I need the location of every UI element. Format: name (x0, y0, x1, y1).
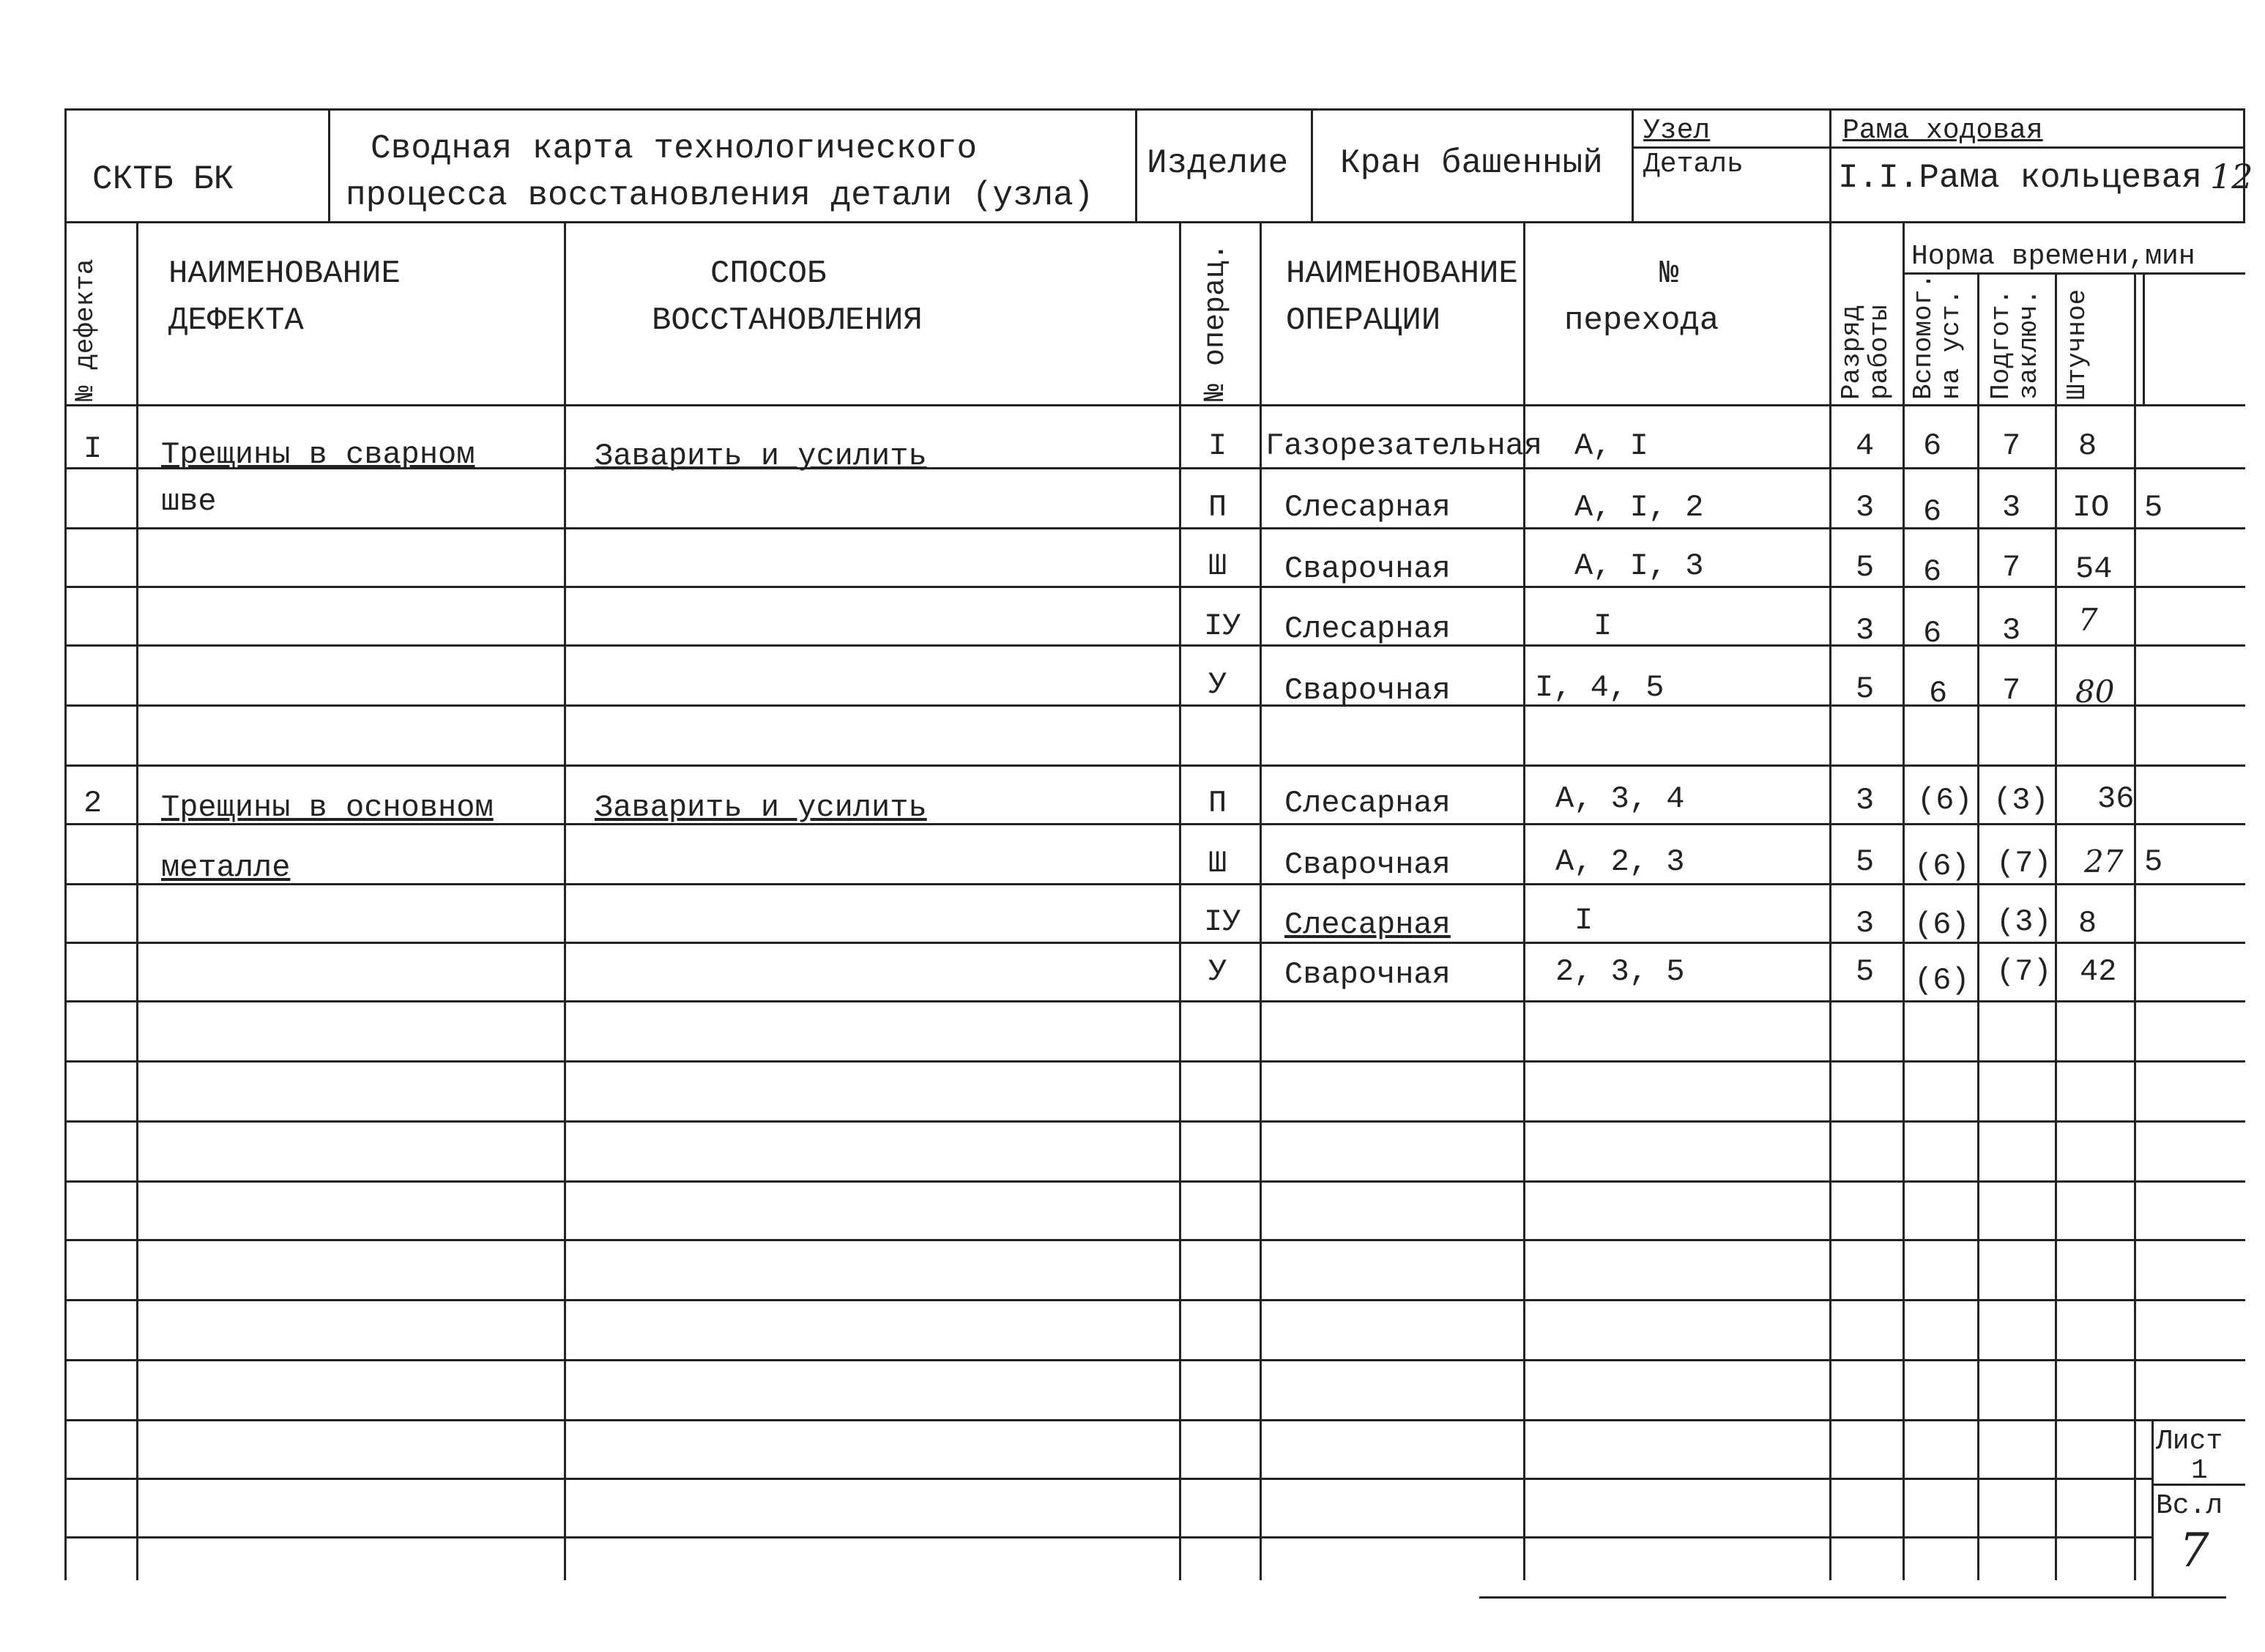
op-grade: 5 (1856, 671, 1875, 707)
op-prep-time: 3 (2002, 613, 2021, 648)
col-op-name-1: НАИМЕНОВАНИЕ (1286, 256, 1518, 292)
op-name: Слесарная (1284, 611, 1451, 647)
op-transition: 2, 3, 5 (1555, 954, 1685, 989)
op-prep-time: (7) (1996, 954, 2052, 989)
op-piece-time: 42 (2080, 954, 2117, 989)
part-label: Деталь (1643, 149, 1744, 180)
col-transition-1: № (1659, 256, 1679, 292)
op-prep-time: (3) (1996, 904, 2052, 940)
op-prep-time: 7 (2002, 673, 2021, 708)
col-method-1: СПОСОБ (710, 256, 827, 292)
op-grade: 3 (1856, 613, 1875, 648)
node-label: Узел (1643, 115, 1711, 146)
op-transition: А, I, 3 (1574, 548, 1704, 584)
op-transition: I, 4, 5 (1535, 670, 1665, 705)
op-grade: 5 (1856, 954, 1875, 989)
op-prep-time: (7) (1996, 846, 2052, 881)
col-piece-time: Штучное (2062, 289, 2092, 400)
op-extra: 5 (2144, 490, 2163, 525)
op-number: I (1208, 428, 1227, 464)
op-prep-time: (3) (1993, 783, 2049, 818)
op-number: П (1208, 786, 1227, 821)
op-aux-time: 6 (1923, 554, 1942, 589)
op-prep-time: 7 (2002, 550, 2021, 585)
defect-name-cont: металле (161, 850, 291, 885)
part-mark: 12 (2210, 157, 2253, 196)
op-grade: 5 (1856, 844, 1875, 879)
op-aux-time: (6) (1914, 849, 1970, 884)
op-prep-time: 7 (2002, 428, 2021, 464)
op-name: Сварочная (1284, 847, 1451, 882)
op-number: IУ (1204, 904, 1241, 940)
sheet-number: 1 (2191, 1455, 2208, 1487)
col-defect-no: № дефекта (70, 258, 100, 401)
op-name: Сварочная (1284, 673, 1451, 708)
col-transition-2: перехода (1564, 302, 1719, 339)
op-aux-time: (6) (1914, 963, 1970, 998)
op-name: Слесарная (1284, 907, 1451, 942)
op-piece-time: 8 (2078, 428, 2097, 464)
op-number: Ш (1208, 846, 1227, 881)
total-sheets-label: Вс.л (2156, 1490, 2223, 1522)
col-op-name-2: ОПЕРАЦИИ (1286, 302, 1441, 339)
op-piece-time: 36 (2097, 781, 2135, 816)
op-grade: 3 (1856, 490, 1875, 525)
title-line-2: процесса восстановления детали (узла) (346, 176, 1094, 215)
defect-method: Заварить и усилить (595, 439, 927, 474)
op-grade: 3 (1856, 906, 1875, 941)
op-piece-time: IO (2072, 490, 2110, 525)
col-op-no: № операц. (1200, 242, 1232, 401)
op-aux-time: (6) (1914, 907, 1970, 942)
op-transition: А, 2, 3 (1555, 844, 1685, 879)
defect-name: Трещины в основном (161, 790, 494, 825)
part-value: I.I.Рама кольцевая (1838, 159, 2202, 197)
col-prep-time: Подгот. заключ. (1986, 289, 2044, 400)
op-aux-time: (6) (1917, 783, 1973, 818)
op-piece-time: 27 (2084, 844, 2124, 879)
op-piece-time: 7 (2078, 602, 2098, 638)
op-number: У (1208, 954, 1227, 989)
col-defect-name-2: ДЕФЕКТА (168, 302, 304, 339)
col-grade: Разряд работы (1837, 305, 1894, 400)
op-name: Сварочная (1284, 551, 1451, 587)
col-defect-name-1: НАИМЕНОВАНИЕ (168, 256, 401, 292)
defect-no: I (83, 431, 103, 466)
sheet-label: Лист (2156, 1426, 2223, 1457)
op-number: IУ (1204, 609, 1241, 644)
op-prep-time: 3 (2002, 490, 2021, 525)
op-name: Слесарная (1284, 786, 1451, 821)
product-label: Изделие (1147, 144, 1289, 182)
op-aux-time: 6 (1923, 428, 1942, 464)
col-method-2: ВОССТАНОВЛЕНИЯ (652, 302, 923, 339)
total-sheets-value: 7 (2179, 1524, 2209, 1578)
op-piece-time: 54 (2075, 551, 2113, 587)
op-aux-time: 6 (1929, 676, 1948, 711)
op-name: Слесарная (1284, 490, 1451, 525)
op-transition: I (1574, 903, 1593, 938)
op-extra: 5 (2144, 844, 2163, 879)
defect-name-cont: шве (161, 484, 217, 519)
op-grade: 3 (1856, 783, 1875, 818)
op-transition: А, 3, 4 (1555, 781, 1685, 816)
op-transition: А, I (1574, 428, 1648, 464)
op-name: Сварочная (1284, 957, 1451, 992)
op-aux-time: 6 (1923, 494, 1942, 529)
op-number: Ш (1208, 548, 1227, 584)
op-aux-time: 6 (1923, 616, 1942, 651)
op-piece-time: 80 (2075, 674, 2115, 710)
op-grade: 4 (1856, 428, 1875, 464)
op-piece-time: 8 (2078, 906, 2097, 941)
op-name: Газорезательная (1265, 428, 1543, 464)
op-transition: I (1593, 609, 1613, 644)
op-grade: 5 (1856, 550, 1875, 585)
defect-method: Заварить и усилить (595, 790, 927, 825)
org-name: СКТБ БК (92, 160, 234, 198)
op-transition: А, I, 2 (1574, 490, 1704, 525)
defect-name: Трещины в сварном (161, 437, 475, 472)
title-line-1: Сводная карта технологического (371, 130, 978, 168)
op-number: У (1208, 667, 1227, 702)
op-number: П (1208, 490, 1227, 525)
defect-no: 2 (83, 786, 103, 821)
col-time-norm: Норма времени,мин (1911, 241, 2195, 272)
col-aux-time: Вспомог. на уст. (1908, 273, 1966, 400)
product-value: Кран башенный (1340, 144, 1603, 182)
node-value: Рама ходовая (1842, 115, 2043, 146)
